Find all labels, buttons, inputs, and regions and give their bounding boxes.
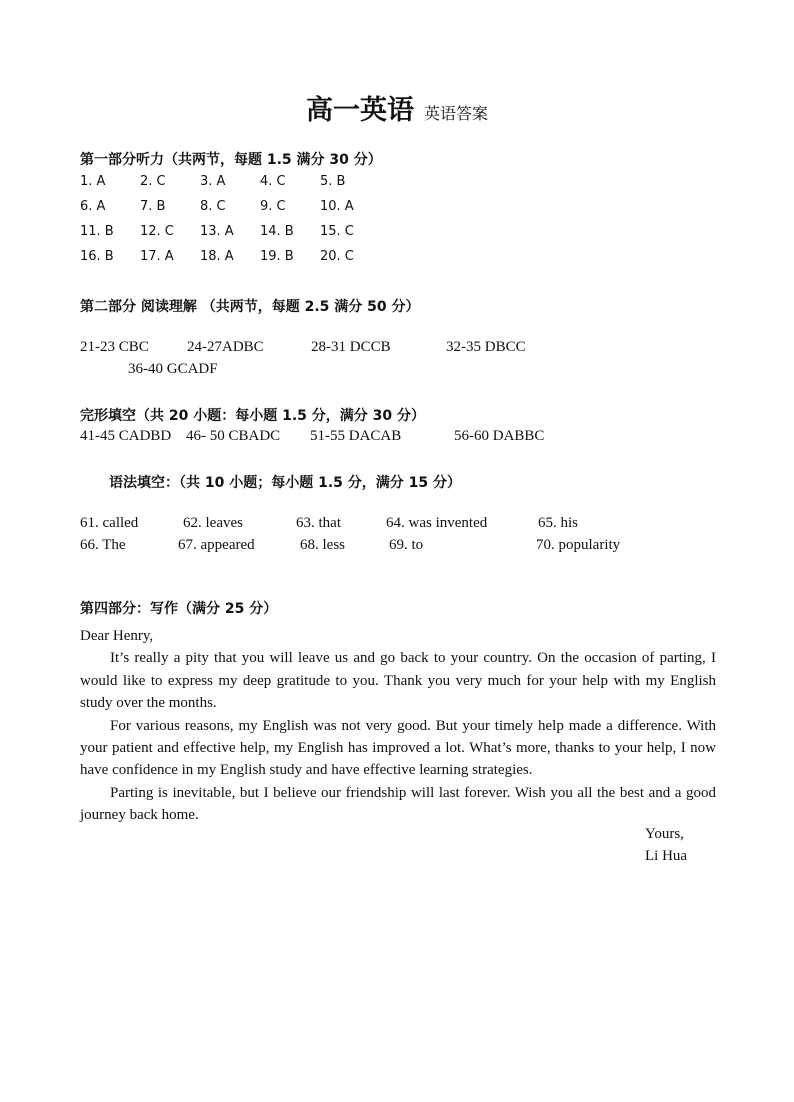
essay-paragraph: Parting is inevitable, but I believe our friendship will last forever. Wish you all the best and a good journey back home. (80, 784, 716, 824)
answer: 32-35 DBCC (446, 339, 526, 355)
answer: 5. B (320, 174, 346, 189)
answer: 10. A (320, 199, 354, 214)
answer: 56-60 DABBC (454, 428, 545, 444)
signature: Li Hua (645, 848, 688, 864)
answer: 11. B (80, 224, 114, 239)
part2-heading: 第二部分 阅读理解 （共两节，每题 2.5 满分 50 分） (80, 299, 420, 315)
answer: 12. C (140, 224, 174, 239)
answer: 46- 50 CBADC (186, 428, 281, 444)
answer: 20. C (320, 249, 354, 264)
answer: 68. less (300, 537, 345, 553)
answer: 13. A (200, 224, 234, 239)
answer: 28-31 DCCB (311, 339, 391, 355)
essay-paragraph: It’s really a pity that you will leave us and go back to your country. On the occasion of parting, I would like to express my deep gratitude to you. Thank you very much for your help with my English study over the months. (80, 650, 716, 712)
answer: 61. called (80, 515, 139, 531)
essay-paragraph: For various reasons, my English was not very good. But your timely help made a difference. With your patient and effective help, my English has improved a lot. What’s more, thanks to your help, I now have confidence in my English study and have effective learning strategies. (80, 717, 716, 779)
answer: 65. his (538, 515, 579, 531)
answer: 4. C (260, 174, 286, 189)
answer: 67. appeared (178, 537, 255, 553)
closing: Yours, (645, 826, 684, 842)
answer: 8. C (200, 199, 226, 214)
salutation: Dear Henry, (80, 628, 154, 644)
answer: 15. C (320, 224, 354, 239)
answer: 17. A (140, 249, 174, 264)
essay-letter (80, 625, 716, 827)
answer: 64. was invented (386, 515, 488, 531)
answer: 63. that (296, 515, 341, 531)
answer: 66. The (80, 537, 126, 553)
answer: 21-23 CBC (80, 339, 149, 355)
title-sub: 英语答案 (423, 104, 488, 123)
answer: 6. A (80, 199, 106, 214)
answer: 41-45 CADBD (80, 428, 172, 444)
title-main: 高一英语 (305, 95, 414, 126)
answer: 69. to (389, 537, 424, 553)
part4-heading: 第四部分：写作（满分 25 分） (80, 601, 278, 617)
answer: 2. C (140, 174, 166, 189)
answer: 16. B (80, 249, 114, 264)
answer: 19. B (260, 249, 294, 264)
answer: 7. B (140, 199, 166, 214)
answer: 36-40 GCADF (128, 361, 218, 377)
answer: 9. C (260, 199, 286, 214)
answer: 18. A (200, 249, 234, 264)
answer: 62. leaves (183, 515, 243, 531)
answer: 14. B (260, 224, 294, 239)
part1-heading: 第一部分听力（共两节，每题 1.5 满分 30 分） (80, 152, 382, 168)
grammar-heading: 语法填空：（共 10 小题；每小题 1.5 分，满分 15 分） (109, 475, 462, 491)
answer: 3. A (200, 174, 226, 189)
answer: 24-27ADBC (187, 339, 264, 355)
answer: 51-55 DACAB (310, 428, 402, 444)
document-title (0, 88, 794, 127)
answer: 1. A (80, 174, 106, 189)
answer: 70. popularity (536, 537, 621, 553)
cloze-heading: 完形填空（共 20 小题：每小题 1.5 分，满分 30 分） (80, 408, 426, 424)
